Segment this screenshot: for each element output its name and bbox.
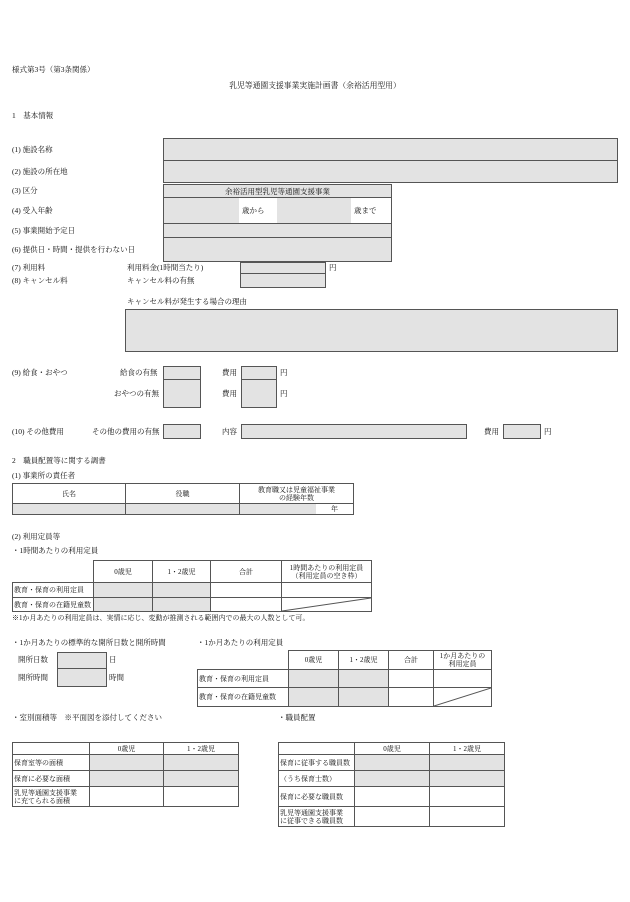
fee-unit: 円 xyxy=(329,263,337,272)
rooms-required-age12-field[interactable] xyxy=(164,771,239,787)
staff-engaged-age0-field[interactable] xyxy=(355,755,430,771)
monthly-header-capacity: 1か月あたりの 利用定員 xyxy=(434,651,492,670)
monthly-capacity-age0-field[interactable] xyxy=(289,670,339,688)
monthly-corner xyxy=(198,651,289,670)
snack-cost-field[interactable] xyxy=(241,379,277,408)
hourly-header-age12: 1・2歳児 xyxy=(153,561,211,583)
staff-table xyxy=(278,742,505,827)
other-content-label: 内容 xyxy=(222,427,237,436)
capacity-note: ※1か月あたりの利用定員は、実情に応じ、変動が推測される範囲内での最大の人数として可。 xyxy=(12,614,310,622)
hourly-enrolled-diagonal-cell xyxy=(282,598,372,612)
hourly-enrolled-age12-field[interactable] xyxy=(153,598,211,612)
monthly-capacity-title: ・1か月あたりの利用定員 xyxy=(197,638,284,647)
rooms-header-age0: 0歳児 xyxy=(90,743,164,755)
cancel-field[interactable] xyxy=(240,273,326,288)
monthly-capacity-slot-cell xyxy=(434,670,492,688)
age-label: (4) 受入年齢 xyxy=(12,206,53,215)
capacity-title: (2) 利用定員等 xyxy=(12,532,61,541)
hourly-capacity-slot-cell xyxy=(282,583,372,598)
opening-days-label: 開所日数 xyxy=(18,655,48,664)
monthly-enrolled-diagonal-cell xyxy=(434,688,492,707)
meals-label: (9) 給食・おやつ xyxy=(12,368,68,377)
section-staffing-heading: 2 職員配置等に関する調書 xyxy=(12,456,106,465)
section-basic-info-heading: 1 基本情報 xyxy=(12,111,54,120)
cancel-label: (8) キャンセル料 xyxy=(12,276,68,285)
category-field xyxy=(163,184,392,198)
opening-hours-unit: 時間 xyxy=(109,673,124,682)
hourly-header-age0: 0歳児 xyxy=(94,561,153,583)
age-to-suffix: 歳まで xyxy=(354,206,377,215)
hourly-capacity-table xyxy=(12,560,372,612)
other-cost-unit: 円 xyxy=(544,427,552,436)
manager-position-field[interactable] xyxy=(126,504,240,515)
start-date-label: (5) 事業開始予定日 xyxy=(12,226,76,235)
monthly-enrolled-age0-field[interactable] xyxy=(289,688,339,707)
address-field[interactable] xyxy=(163,160,618,183)
monthly-header-age0: 0歳児 xyxy=(289,651,339,670)
manager-header-position: 役職 xyxy=(126,484,240,504)
other-presence-field[interactable] xyxy=(163,424,201,439)
rooms-area-age12-field[interactable] xyxy=(164,755,239,771)
category-value: 余裕活用型乳児等通園支援事業 xyxy=(225,186,330,196)
monthly-header-total: 合計 xyxy=(389,651,434,670)
other-content-field[interactable] xyxy=(241,424,467,439)
document-title: 乳児等通園支援事業実施計画書（余裕活用型用） xyxy=(229,81,401,90)
manager-table xyxy=(12,483,354,515)
staff-required-age12-cell xyxy=(430,787,505,807)
fee-label: (7) 利用料 xyxy=(12,263,46,272)
cancel-sub-label: キャンセル料の有無 xyxy=(127,276,195,285)
rooms-allocated-age12-cell xyxy=(164,787,239,807)
rooms-row-required-label: 保育に必要な面積 xyxy=(13,771,90,787)
staff-header-age12: 1・2歳児 xyxy=(430,743,505,755)
manager-title: (1) 事業所の責任者 xyxy=(12,471,76,480)
age-from-field[interactable] xyxy=(164,198,239,223)
lunch-label: 給食の有無 xyxy=(120,368,158,377)
other-cost-label: 費用 xyxy=(484,427,499,436)
hourly-header-capacity: 1時間あたりの利用定員 （利用定員の空き枠） xyxy=(282,561,372,583)
snack-label: おやつの有無 xyxy=(114,389,159,398)
staff-required-age0-cell xyxy=(355,787,430,807)
age-to-field[interactable] xyxy=(277,198,351,223)
hourly-capacity-total-cell xyxy=(211,583,282,598)
other-label: (10) その他費用 xyxy=(12,427,64,436)
staff-header-age0: 0歳児 xyxy=(355,743,430,755)
year-unit: 年 xyxy=(331,505,338,513)
monthly-row-enrolled-label: 教育・保育の在籍児童数 xyxy=(198,688,289,707)
rooms-area-age0-field[interactable] xyxy=(90,755,164,771)
monthly-capacity-table xyxy=(197,650,492,707)
lunch-field[interactable] xyxy=(163,366,201,380)
cancel-reason-label: キャンセル料が発生する場合の理由 xyxy=(127,297,247,306)
monthly-capacity-total-cell xyxy=(389,670,434,688)
cancel-reason-field[interactable] xyxy=(125,309,618,352)
hourly-header-total: 合計 xyxy=(211,561,282,583)
staff-available-age12-cell xyxy=(430,807,505,827)
manager-name-field[interactable] xyxy=(13,504,126,515)
schedule-field[interactable] xyxy=(163,237,392,262)
staff-corner xyxy=(279,743,355,755)
monthly-enrolled-total-cell xyxy=(389,688,434,707)
hourly-enrolled-age0-field[interactable] xyxy=(94,598,153,612)
hourly-corner xyxy=(13,561,94,583)
start-date-field[interactable] xyxy=(163,223,392,238)
hourly-row-capacity-label: 教育・保育の利用定員 xyxy=(13,583,94,598)
lunch-cost-label: 費用 xyxy=(222,368,237,377)
lunch-cost-field[interactable] xyxy=(241,366,277,380)
rooms-row-allocated-label: 乳児等通園支援事業 に充てられる面積 xyxy=(13,787,90,807)
manager-experience-field[interactable] xyxy=(240,504,316,514)
hourly-capacity-age0-field[interactable] xyxy=(94,583,153,598)
other-presence-label: その他の費用の有無 xyxy=(92,427,160,436)
other-cost-field[interactable] xyxy=(503,424,541,439)
rooms-title: ・室別面積等 ※平面図を添付してください xyxy=(12,713,162,722)
rooms-table xyxy=(12,742,239,807)
opening-days-field[interactable] xyxy=(57,652,107,669)
staff-row-required-label: 保育に必要な職員数 xyxy=(279,787,355,807)
schedule-label: (6) 提供日・時間・提供を行わない日 xyxy=(12,245,136,254)
monthly-header-age12: 1・2歳児 xyxy=(339,651,389,670)
opening-hours-field[interactable] xyxy=(57,668,107,687)
hourly-capacity-title: ・1時間あたりの利用定員 xyxy=(12,546,99,555)
fee-sub-label: 利用料金(1時間当たり) xyxy=(127,263,204,272)
opening-hours-label: 開所時間 xyxy=(18,673,48,682)
facility-name-label: (1) 施設名称 xyxy=(12,145,53,154)
manager-header-name: 氏名 xyxy=(13,484,126,504)
hourly-row-enrolled-label: 教育・保育の在籍児童数 xyxy=(13,598,94,612)
rooms-allocated-age0-cell xyxy=(90,787,164,807)
monthly-capacity-age12-field[interactable] xyxy=(339,670,389,688)
lunch-cost-unit: 円 xyxy=(280,368,288,377)
snack-cost-label: 費用 xyxy=(222,389,237,398)
snack-field[interactable] xyxy=(163,379,201,408)
opening-days-unit: 日 xyxy=(109,655,117,664)
staff-teachers-age12-field[interactable] xyxy=(430,771,505,787)
monthly-row-capacity-label: 教育・保育の利用定員 xyxy=(198,670,289,688)
manager-header-experience: 教育職又は児童福祉事業 の経験年数 xyxy=(240,484,354,504)
manager-experience-cell xyxy=(240,504,354,515)
opening-title: ・1か月あたりの標準的な開所日数と開所時間 xyxy=(12,638,166,647)
staff-available-age0-cell xyxy=(355,807,430,827)
form-number: 様式第3号（第3条関係） xyxy=(12,65,95,74)
category-label: (3) 区分 xyxy=(12,186,38,195)
address-label: (2) 施設の所在地 xyxy=(12,167,68,176)
hourly-capacity-age12-field[interactable] xyxy=(153,583,211,598)
staff-engaged-age12-field[interactable] xyxy=(430,755,505,771)
staff-title: ・職員配置 xyxy=(278,713,316,722)
age-from-suffix: 歳から xyxy=(242,206,265,215)
facility-name-field[interactable] xyxy=(163,138,618,161)
staff-row-engaged-label: 保育に従事する職員数 xyxy=(279,755,355,771)
rooms-required-age0-field[interactable] xyxy=(90,771,164,787)
rooms-corner xyxy=(13,743,90,755)
monthly-enrolled-age12-field[interactable] xyxy=(339,688,389,707)
staff-row-nursery-teachers-label: （うち保育士数） xyxy=(279,771,355,787)
rooms-row-area-label: 保育室等の面積 xyxy=(13,755,90,771)
staff-row-available-label: 乳児等通園支援事業 に従事できる職員数 xyxy=(279,807,355,827)
age-range-row xyxy=(163,197,392,224)
rooms-header-age12: 1・2歳児 xyxy=(164,743,239,755)
staff-teachers-age0-field[interactable] xyxy=(355,771,430,787)
hourly-enrolled-total-cell xyxy=(211,598,282,612)
snack-cost-unit: 円 xyxy=(280,389,288,398)
